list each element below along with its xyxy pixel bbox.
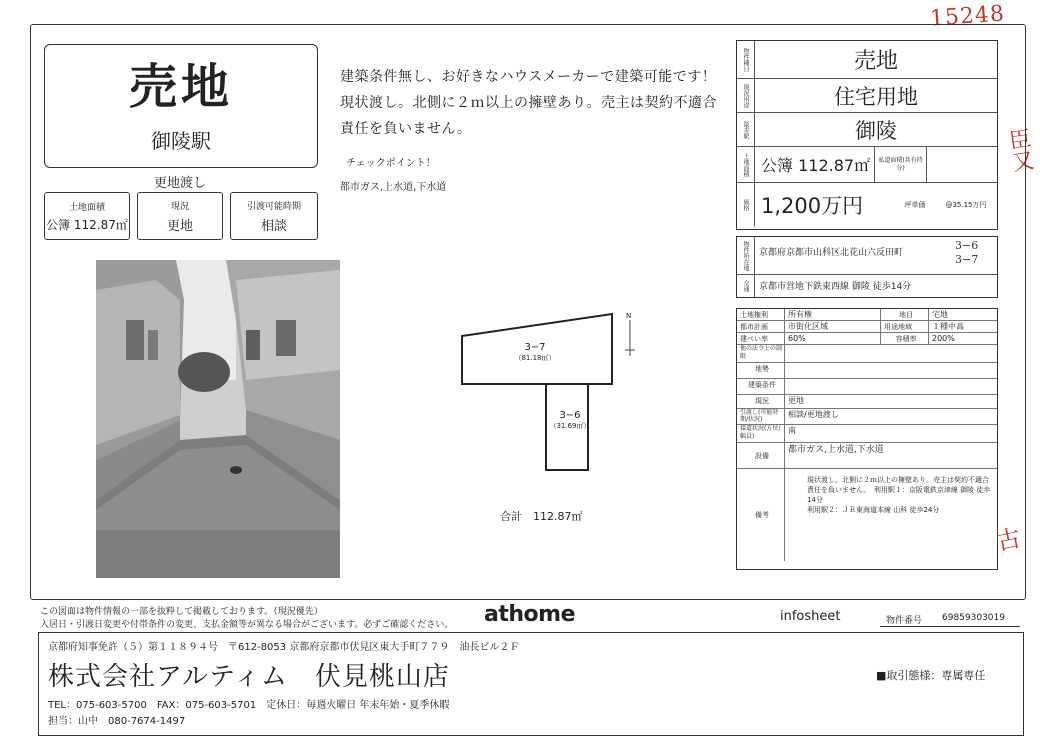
facilities: 都市ガス,上水道,下水道 xyxy=(788,445,884,455)
location-label: 物件所在地 xyxy=(737,237,755,274)
address-hand-numbers: 3−6 3−7 xyxy=(955,239,979,266)
tel-fax: TEL：075-603-5700 FAX：075-603-5701 定休日：毎週火曜日 年末年始・夏季休暇 xyxy=(48,700,450,711)
detail-key: 建築条件 xyxy=(737,379,785,394)
detail-key: 地勢 xyxy=(737,363,785,378)
transport-label: 交通 xyxy=(737,275,755,297)
title-box xyxy=(44,44,318,168)
info-box-status xyxy=(137,192,223,240)
spec-label: 現況用途 xyxy=(737,79,755,112)
spec-station: 御陵 xyxy=(855,118,897,143)
license-text: 京都府知事免許（５）第１１８９４号 〒612-8053 京都府京都市伏見区東大手町７７９ 油長ビル２Ｆ xyxy=(48,642,520,653)
detail-value: １種中高 xyxy=(932,322,964,331)
detail-key: 現況 xyxy=(737,395,785,408)
lot-area: （31.69㎡） xyxy=(549,422,591,430)
remarks: 現状渡し。北側に２ｍ以上の擁壁あり。売主は契約不適合責任を負いません。 利用駅１：京阪電鉄京津線 御陵 徒歩14分 利用駅２：ＪＲ東海道本線 山科 徒歩24分 xyxy=(807,476,991,514)
location-table xyxy=(736,236,998,298)
property-number: 69859303019 xyxy=(942,613,1005,623)
site-map xyxy=(440,300,660,490)
spec-area: 公簿 112.87㎡ xyxy=(755,147,875,182)
info-box-area xyxy=(44,192,130,240)
company-name: 株式会社アルティム 伏見桃山店 xyxy=(48,662,450,692)
spec-label: 価格 xyxy=(737,183,755,227)
lot-3-7-label xyxy=(500,342,570,363)
station-name: 御陵駅 xyxy=(151,128,211,153)
info-value: 更地 xyxy=(166,218,193,234)
detail-value: 200% xyxy=(932,334,955,343)
lot-name: 3−7 xyxy=(524,342,546,353)
description: 建築条件無し、お好きなハウスメーカーで建築可能です！現状渡し。北側に２ｍ以上の擁壁あり。売主は契約不適合責任を負いません。 xyxy=(340,69,717,137)
detail-value xyxy=(785,345,788,362)
disclaimer-2: 入居日・引渡日変更や付帯条件の変更、支払金額等が異なる場合がございます。必ずご確認ください。 xyxy=(40,620,454,630)
private-road-label: 私道面積(共有持分) xyxy=(875,147,927,182)
lot-area: （81.18㎡） xyxy=(514,354,556,362)
athome-logo: athome xyxy=(484,602,575,627)
spec-use: 住宅用地 xyxy=(834,84,918,109)
info-label: 土地面積 xyxy=(68,202,105,213)
tsubo-value: @35.15万円 xyxy=(945,201,987,209)
disclaimer: この図面は物件情報の一部を抜粋して掲載しております。（現況優先） xyxy=(40,607,323,617)
total-area: 合計 112.87㎡ xyxy=(500,510,583,523)
checkpoint-label: チェックポイント！ xyxy=(346,158,436,169)
property-number-label: 物件番号 xyxy=(886,616,923,626)
status-label: 更地渡し xyxy=(153,175,206,191)
north-mark: N xyxy=(626,312,632,320)
info-box-handover xyxy=(230,192,318,240)
detail-value: 市街化区域 xyxy=(785,321,881,332)
detail-key: 容積率 xyxy=(881,333,929,344)
spec-kind: 売地 xyxy=(853,49,898,74)
deal-type: ■取引態様：専属専任 xyxy=(876,669,986,682)
detail-key: 都市計画 xyxy=(737,321,785,332)
detail-key: 土地権利 xyxy=(737,309,785,320)
detail-value: 60% xyxy=(785,333,881,344)
handwritten-signature: 臣又 xyxy=(1004,126,1035,174)
spec-label: 土地面積 xyxy=(737,147,755,182)
checkpoint-text: 都市ガス,上水道,下水道 xyxy=(340,182,447,193)
contact-person: 担当：山中 080-7674-1497 xyxy=(48,716,186,727)
details-table xyxy=(736,308,998,570)
detail-value: 更地 xyxy=(788,396,804,405)
page-title: 売地 xyxy=(128,58,233,115)
info-label: 現況 xyxy=(170,201,189,212)
infosheet-label: infosheet xyxy=(780,609,841,624)
detail-key: 接道状況(方位/幅員) xyxy=(737,425,785,442)
info-value: 公簿 112.87㎡ xyxy=(46,217,128,232)
address: 京都府京都市山科区北花山六反田町 xyxy=(759,248,904,258)
remarks-label: 備考 xyxy=(737,469,785,561)
lot-name: 3−6 xyxy=(559,410,581,421)
detail-value: 南 xyxy=(788,426,796,435)
property-photo xyxy=(96,260,340,578)
detail-value: 相談/更地渡し xyxy=(788,410,839,419)
transport: 京都市営地下鉄東西線 御陵 徒歩14分 xyxy=(759,282,912,292)
info-value: 相談 xyxy=(260,218,287,234)
facilities-label: 設備 xyxy=(737,443,785,468)
handwritten-number: 15248 xyxy=(929,1,1006,32)
detail-value xyxy=(785,379,788,394)
detail-key: 他の法令上の制限 xyxy=(737,345,785,362)
detail-key: 地目 xyxy=(881,309,929,320)
lot-3-6-label xyxy=(540,410,600,431)
detail-key: 建ぺい率 xyxy=(737,333,785,344)
handwritten-mark: 古 xyxy=(993,523,1024,557)
detail-key: 引渡し(可能時期/状況) xyxy=(737,409,785,424)
spec-table xyxy=(736,40,998,230)
tsubo-label: 坪単価 xyxy=(904,201,926,209)
detail-key: 用途地域 xyxy=(881,321,929,332)
footer-rule xyxy=(880,626,1020,627)
detail-value xyxy=(785,363,788,378)
spec-price: 1,200万円 xyxy=(761,194,864,218)
spec-label: 物件種目 xyxy=(737,41,755,78)
spec-label: 最寄駅 xyxy=(737,113,755,146)
detail-value: 所有権 xyxy=(785,309,881,320)
info-label: 引渡可能時期 xyxy=(246,201,301,212)
detail-value: 宅地 xyxy=(932,310,948,319)
